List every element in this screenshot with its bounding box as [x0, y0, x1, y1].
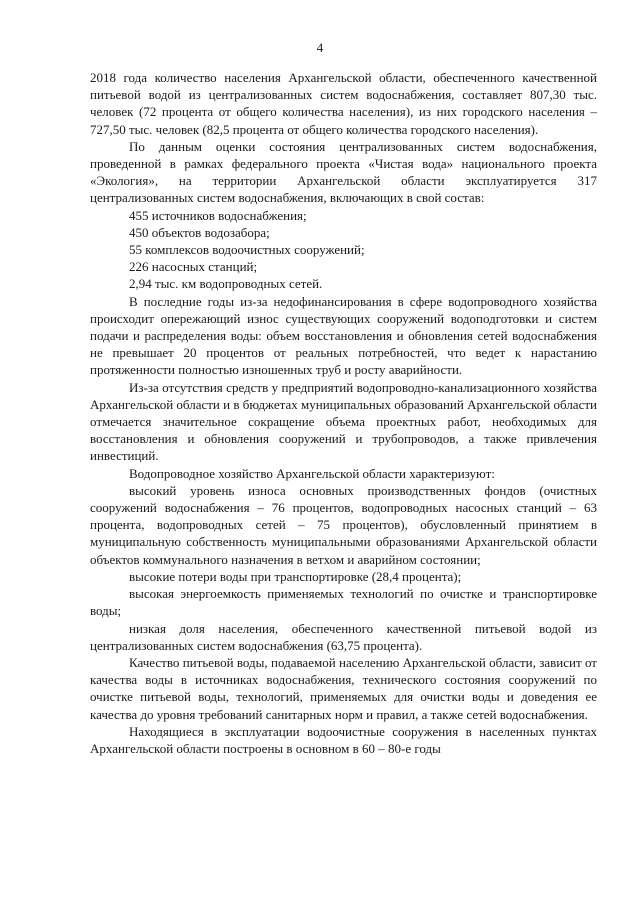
paragraph-water-quality: Качество питьевой воды, подаваемой населению Архангельской области, зависит от качества воды в источниках водоснабжения, технического состояния сооружений по очистке питьевой воды, технологий, применяемых для очистки воды и доведения ее качества до уровня требований санитарных норм и правил, а также сетей водоснабжения. [90, 654, 597, 722]
list-item-treatment-complexes: 55 комплексов водоочистных сооружений; [129, 242, 365, 258]
paragraph-underfunding: В последние годы из-за недофинансирования в сфере водопроводного хозяйства происходит опережающий износ существующих сооружений водоподготовки и систем подачи и распределения воды: объем восстановления и обновления сетей водоснабжения не превышает 20 процентов от реальных потребностей, что ведет к нарастанию протяженности полностью изношенных труб и росту аварийности. [90, 293, 597, 378]
paragraph-treatment-facilities: Находящиеся в эксплуатации водоочистные сооружения в населенных пунктах Архангельской области построены в основном в 60 – 80-е годы [90, 723, 597, 756]
list-item-energy-intensity: высокая энергоемкость применяемых технологий по очистке и транспортировке воды; [90, 586, 597, 619]
paragraph-characteristics-intro: Водопроводное хозяйство Архангельской области характеризуют: [129, 465, 495, 481]
list-item-water-networks: 2,94 тыс. км водопроводных сетей. [129, 276, 323, 292]
list-item-low-share: низкая доля населения, обеспеченного качественной питьевой водой из централизованных систем водоснабжения (63,75 процента). [90, 620, 597, 653]
list-item-high-wear: высокий уровень износа основных производственных фондов (очистных сооружений водоснабжения – 76 процентов, водопроводных насосных станций – 63 процента, водопроводных сетей – 75 процентов), обусловленный принятием в муниципальную собственность муниципальными образованиями Архангельской области объектов коммунального назначения в ветхом и аварийном состоянии; [90, 482, 597, 567]
paragraph-lack-of-funds: Из-за отсутствия средств у предприятий водопроводно-канализационного хозяйства Архангельской области и в бюджетах муниципальных образований Архангельской области отмечается значительное сокращение объема проектных работ, необходимых для восстановления и обновления сооружений и трубопроводов, а также привлечения инвестиций. [90, 379, 597, 464]
list-item-pumping-stations: 226 насосных станций; [129, 259, 258, 275]
paragraph-population-served: 2018 года количество населения Архангельской области, обеспеченного качественной питьевой водой из централизованных систем водоснабжения, составляет 807,30 тыс. человек (72 процента от общего количества населения), из них городского населения – 727,50 тыс. человек (82,5 процента от общего количества городского населения). [90, 70, 597, 137]
list-item-water-losses: высокие потери воды при транспортировке (28,4 процента); [129, 568, 462, 584]
paragraph-clean-water-assessment: По данным оценки состояния централизованных систем водоснабжения, проведенной в рамках федерального проекта «Чистая вода» национального проекта «Экология», на территории Архангельской области эксплуатируется 317 централизованных систем водоснабжения, включающих в свой состав: [90, 138, 597, 206]
page-number: 4 [316, 40, 324, 55]
document-body [90, 69, 597, 757]
list-item-water-intakes: 450 объектов водозабора; [129, 224, 270, 240]
list-item-water-sources: 455 источников водоснабжения; [129, 207, 307, 223]
